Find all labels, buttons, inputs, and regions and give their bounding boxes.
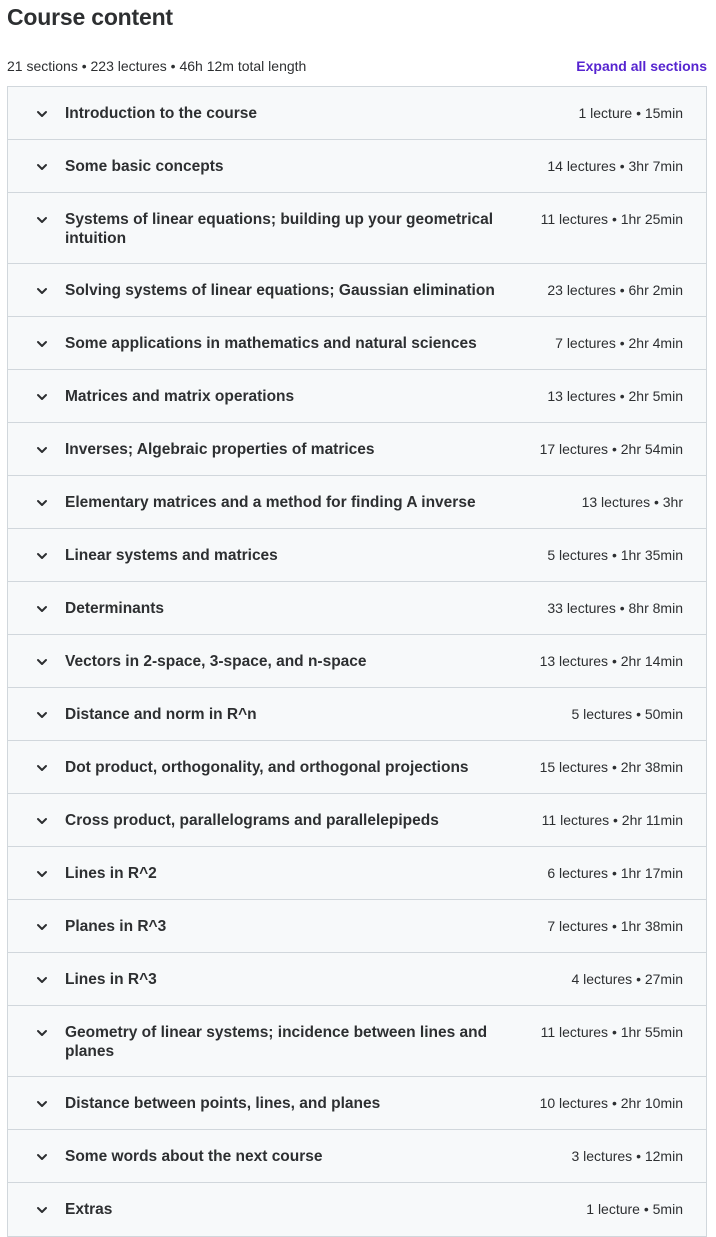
course-summary-row xyxy=(7,56,707,76)
section-meta: 33 lectures • 8hr 8min xyxy=(547,600,683,616)
section-header-19[interactable] xyxy=(8,1077,706,1130)
section-title: Distance between points, lines, and planes xyxy=(65,1095,381,1112)
chevron-down-icon xyxy=(34,442,50,458)
section-title: Some basic concepts xyxy=(65,158,224,175)
section-header-9[interactable] xyxy=(8,529,706,582)
section-header-17[interactable] xyxy=(8,953,706,1006)
section-meta: 15 lectures • 2hr 38min xyxy=(539,759,683,775)
section-title: Introduction to the course xyxy=(65,105,258,122)
section-meta: 5 lectures • 50min xyxy=(571,706,683,722)
section-title: Solving systems of linear equations; Gaussian elimination xyxy=(65,282,495,299)
section-title: Determinants xyxy=(65,600,165,617)
chevron-down-icon xyxy=(34,283,50,299)
chevron-down-icon xyxy=(34,919,50,935)
section-meta: 1 lecture • 5min xyxy=(586,1201,683,1217)
chevron-down-icon xyxy=(34,548,50,564)
section-title: Matrices and matrix operations xyxy=(65,388,295,405)
section-meta: 11 lectures • 1hr 55min xyxy=(540,1024,683,1040)
section-header-11[interactable] xyxy=(8,635,706,688)
section-title: Cross product, parallelograms and parallelepipeds xyxy=(65,812,439,829)
section-header-12[interactable] xyxy=(8,688,706,741)
section-title: Some words about the next course xyxy=(65,1148,323,1165)
chevron-down-icon xyxy=(34,159,50,175)
page-title: Course content xyxy=(7,4,173,30)
section-title: Dot product, orthogonality, and orthogonal projections xyxy=(65,759,469,776)
section-header-14[interactable] xyxy=(8,794,706,847)
section-title: Geometry of linear systems; incidence between lines and planes xyxy=(65,1024,488,1060)
section-title: Elementary matrices and a method for finding A inverse xyxy=(65,494,476,511)
chevron-down-icon xyxy=(34,1202,50,1218)
section-meta: 7 lectures • 1hr 38min xyxy=(547,918,683,934)
course-summary: 21 sections • 223 lectures • 46h 12m total length xyxy=(7,58,307,74)
section-meta: 7 lectures • 2hr 4min xyxy=(555,335,683,351)
section-header-13[interactable] xyxy=(8,741,706,794)
section-header-16[interactable] xyxy=(8,900,706,953)
section-title: Some applications in mathematics and natural sciences xyxy=(65,335,477,352)
section-title: Vectors in 2-space, 3-space, and n-space xyxy=(65,653,367,670)
section-title: Systems of linear equations; building up your geometrical intuition xyxy=(65,211,494,247)
chevron-down-icon xyxy=(34,495,50,511)
section-header-4[interactable] xyxy=(8,264,706,317)
section-meta: 13 lectures • 2hr 14min xyxy=(539,653,683,669)
chevron-down-icon xyxy=(34,760,50,776)
chevron-down-icon xyxy=(34,707,50,723)
chevron-down-icon xyxy=(34,389,50,405)
section-meta: 1 lecture • 15min xyxy=(578,105,683,121)
section-header-20[interactable] xyxy=(8,1130,706,1183)
chevron-down-icon xyxy=(34,654,50,670)
section-title: Planes in R^3 xyxy=(65,918,167,935)
chevron-down-icon xyxy=(34,601,50,617)
section-meta: 3 lectures • 12min xyxy=(571,1148,683,1164)
section-meta: 4 lectures • 27min xyxy=(571,971,683,987)
section-header-1[interactable] xyxy=(8,87,706,140)
chevron-down-icon xyxy=(34,212,50,228)
chevron-down-icon xyxy=(34,813,50,829)
section-meta: 23 lectures • 6hr 2min xyxy=(547,282,683,298)
expand-all-sections-button[interactable]: Expand all sections xyxy=(576,58,707,74)
course-sections-list xyxy=(7,86,707,1237)
section-title: Linear systems and matrices xyxy=(65,547,278,564)
section-meta: 11 lectures • 1hr 25min xyxy=(540,211,683,227)
section-meta: 13 lectures • 3hr xyxy=(581,494,683,510)
chevron-down-icon xyxy=(34,1149,50,1165)
section-title: Lines in R^3 xyxy=(65,971,157,988)
section-meta: 5 lectures • 1hr 35min xyxy=(547,547,683,563)
section-meta: 6 lectures • 1hr 17min xyxy=(547,865,683,881)
section-header-15[interactable] xyxy=(8,847,706,900)
section-title: Distance and norm in R^n xyxy=(65,706,257,723)
chevron-down-icon xyxy=(34,1096,50,1112)
section-header-10[interactable] xyxy=(8,582,706,635)
section-meta: 13 lectures • 2hr 5min xyxy=(547,388,683,404)
section-header-2[interactable] xyxy=(8,140,706,193)
section-header-7[interactable] xyxy=(8,423,706,476)
chevron-down-icon xyxy=(34,336,50,352)
chevron-down-icon xyxy=(34,1025,50,1041)
section-title: Extras xyxy=(65,1201,113,1218)
chevron-down-icon xyxy=(34,866,50,882)
chevron-down-icon xyxy=(34,106,50,122)
section-header-5[interactable] xyxy=(8,317,706,370)
section-meta: 17 lectures • 2hr 54min xyxy=(539,441,683,457)
section-meta: 10 lectures • 2hr 10min xyxy=(539,1095,683,1111)
section-meta: 11 lectures • 2hr 11min xyxy=(541,812,683,828)
chevron-down-icon xyxy=(34,972,50,988)
section-meta: 14 lectures • 3hr 7min xyxy=(547,158,683,174)
section-header-18[interactable] xyxy=(8,1006,706,1077)
section-header-6[interactable] xyxy=(8,370,706,423)
section-title: Inverses; Algebraic properties of matrices xyxy=(65,441,375,458)
section-header-3[interactable] xyxy=(8,193,706,264)
section-title: Lines in R^2 xyxy=(65,865,157,882)
section-header-8[interactable] xyxy=(8,476,706,529)
section-header-21[interactable] xyxy=(8,1183,706,1236)
